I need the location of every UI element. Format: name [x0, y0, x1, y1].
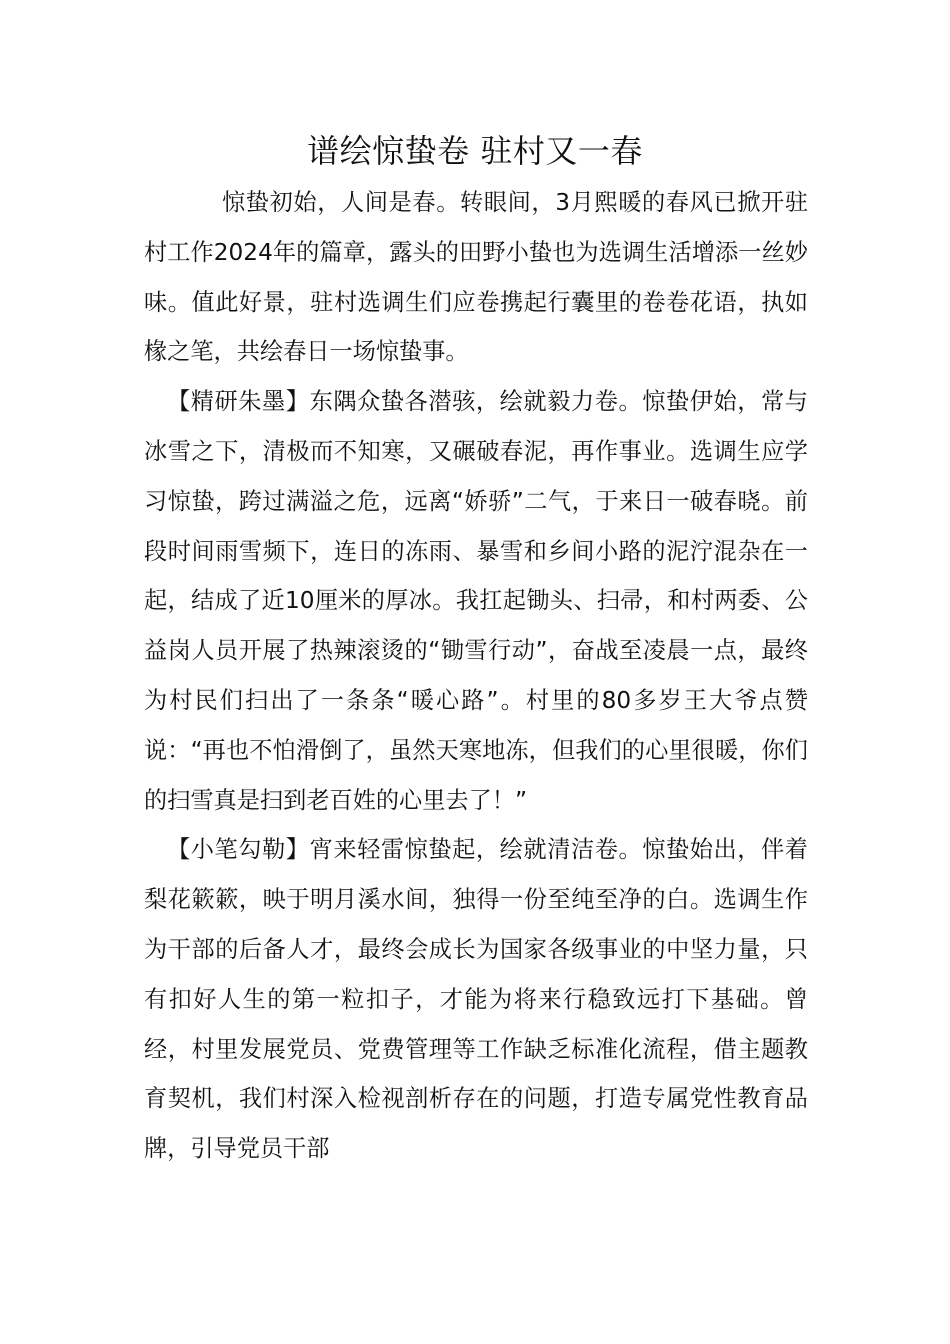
- page-title: 谱绘惊蛰卷 驻村又一春: [307, 132, 643, 170]
- paragraph-jingyan-zhumo: 【精研朱墨】东隅众蛰各潜骇，绘就毅力卷。惊蛰伊始，常与冰雪之下，清极而不知寒，又碾破春泥，再作事业。选调生应学习惊蛰，跨过满溢之危，远离“娇骄”二气，于来日一破春晓。前段时间雨雪频下，连日的冻雨、暴雪和乡间小路的泥泞混杂在一起，结成了近10厘米的厚冰。我扛起锄头、扫帚，和村两委、公益岗人员开展了热辣滚烫的“锄雪行动”，奋战至凌晨一点，最终为村民们扫出了一条条“暖心路”。村里的80多岁王大爷点赞说：“再也不怕滑倒了，虽然天寒地冻，但我们的心里很暖，你们的扫雪真是扫到老百姓的心里去了！”: [144, 388, 808, 814]
- article-body: [144, 178, 808, 1174]
- paragraph-intro: 惊蛰初始，人间是春。转眼间，3月熙暖的春风已掀开驻村工作2024年的篇章，露头的田野小蛰也为选调生活增添一丝妙味。值此好景，驻村选调生们应卷携起行囊里的卷卷花语，执如椽之笔，共绘春日一场惊蛰事。: [144, 189, 808, 366]
- paragraph-xiaobi-gouqin: 【小笔勾勒】宵来轻雷惊蛰起，绘就清洁卷。惊蛰始出，伴着梨花簌簌，映于明月溪水间，独得一份至纯至净的白。选调生作为干部的后备人才，最终会成长为国家各级事业的中坚力量，只有扣好人生的第一粒扣子，才能为将来行稳致远打下基础。曾经，村里发展党员、党费管理等工作缺乏标准化流程，借主题教育契机，我们村深入检视剖析存在的问题，打造专属党性教育品牌，引导党员干部: [144, 836, 808, 1163]
